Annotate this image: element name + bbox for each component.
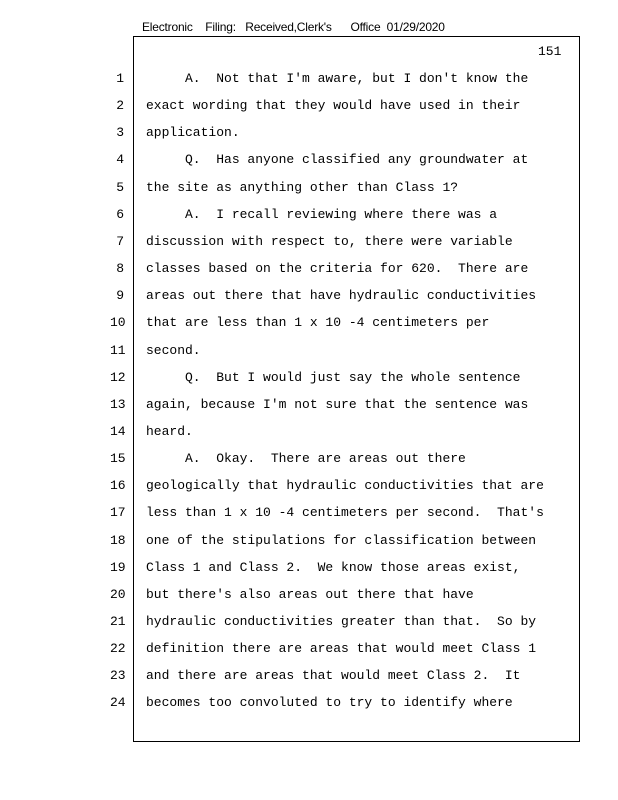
line-number: 2 bbox=[116, 98, 124, 114]
line-text: A. I recall reviewing where there was a bbox=[146, 206, 498, 222]
line-number: 18 bbox=[110, 532, 126, 548]
line-text: classes based on the criteria for 620. There are bbox=[146, 261, 529, 277]
line-text: again, because I'm not sure that the sentence was bbox=[146, 396, 529, 412]
line-number: 8 bbox=[116, 261, 124, 277]
line-number: 16 bbox=[110, 478, 126, 494]
line-number: 1 bbox=[116, 71, 124, 86]
line-number: 6 bbox=[116, 206, 124, 222]
line-number: 19 bbox=[110, 559, 126, 575]
line-number: 5 bbox=[116, 179, 124, 195]
line-text: second. bbox=[146, 342, 201, 358]
line-number: 9 bbox=[116, 288, 124, 304]
line-text: areas out there that have hydraulic conductivities bbox=[146, 288, 537, 304]
line-number: 4 bbox=[116, 152, 124, 168]
line-text: hydraulic conductivities greater than that. So by bbox=[146, 614, 537, 629]
line-text: discussion with respect to, there were variable bbox=[146, 233, 513, 249]
electronic-filing-stamp: Electronic Filing: Received,Clerk's Office 01/29/2020 bbox=[142, 20, 445, 34]
line-number: 24 bbox=[110, 695, 126, 711]
line-number: 14 bbox=[110, 423, 126, 439]
line-text: A. Okay. There are areas out there bbox=[146, 451, 466, 467]
line-number: 12 bbox=[110, 369, 126, 385]
line-number: 10 bbox=[110, 315, 126, 331]
line-text: A. Not that I'm aware, but I don't know the bbox=[146, 71, 529, 86]
line-number: 23 bbox=[110, 668, 126, 684]
line-number: 22 bbox=[110, 641, 126, 657]
line-text: heard. bbox=[146, 423, 193, 439]
transcript-page-frame bbox=[133, 36, 580, 742]
line-text: geologically that hydraulic conductivities that are bbox=[146, 478, 544, 494]
line-number: 13 bbox=[110, 396, 126, 412]
line-text: and there are areas that would meet Class 2. It bbox=[146, 668, 521, 684]
line-number: 7 bbox=[116, 233, 124, 249]
line-text: that are less than 1 x 10 -4 centimeters per bbox=[146, 315, 490, 331]
line-text: less than 1 x 10 -4 centimeters per second. That's bbox=[146, 505, 544, 521]
page-number: 151 bbox=[538, 44, 562, 59]
line-number: 21 bbox=[110, 614, 126, 629]
line-text: Q. Has anyone classified any groundwater at bbox=[146, 152, 529, 168]
line-text: one of the stipulations for classification between bbox=[146, 532, 537, 548]
line-number: 15 bbox=[110, 451, 126, 467]
line-text: exact wording that they would have used in their bbox=[146, 98, 521, 114]
line-text: Class 1 and Class 2. We know those areas exist, bbox=[146, 559, 521, 575]
line-number: 20 bbox=[110, 586, 126, 602]
line-text: but there's also areas out there that have bbox=[146, 586, 474, 602]
line-text: the site as anything other than Class 1? bbox=[146, 179, 459, 195]
line-text: becomes too convoluted to try to identify where bbox=[146, 695, 513, 711]
line-text: Q. But I would just say the whole sentence bbox=[146, 369, 521, 385]
line-number: 17 bbox=[110, 505, 126, 521]
line-number: 3 bbox=[116, 125, 124, 141]
line-number: 11 bbox=[110, 342, 126, 358]
line-text: definition there are areas that would meet Class 1 bbox=[146, 641, 537, 657]
line-text: application. bbox=[146, 125, 240, 141]
